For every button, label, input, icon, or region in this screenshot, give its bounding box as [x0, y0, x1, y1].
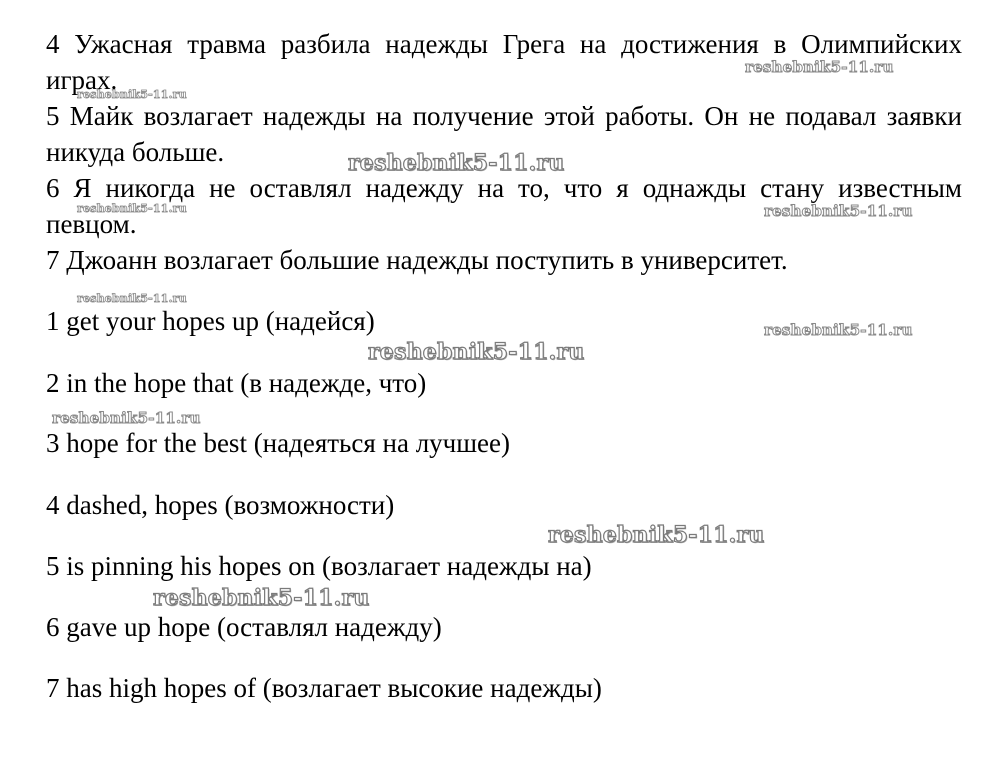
answer-3: 3 hope for the best (надеяться на лучшее) [46, 428, 511, 458]
translation-4: 4 Ужасная травма разбила надежды Грега на достижения в Олимпийских играх. [46, 29, 962, 95]
watermark: reshebnik5-11.ru [368, 339, 585, 365]
answer-5: 5 is pinning his hopes on (возлагает надежды на) [46, 551, 592, 581]
watermark: reshebnik5-11.ru [77, 292, 187, 305]
watermark: reshebnik5-11.ru [153, 585, 370, 611]
watermark: reshebnik5-11.ru [77, 202, 187, 215]
translation-6: 6 Я никогда не оставлял надежду на то, что я однажды стану известным певцом. [46, 173, 962, 239]
answer-7: 7 has high hopes of (возлагает высокие надежды) [46, 673, 602, 703]
watermark: reshebnik5-11.ru [348, 150, 565, 176]
answer-1: 1 get your hopes up (надейся) [46, 306, 375, 336]
answer-2: 2 in the hope that (в надежде, что) [46, 368, 427, 398]
watermark: reshebnik5-11.ru [764, 202, 913, 220]
translation-7: 7 Джоанн возлагает большие надежды поступить в университет. [46, 245, 788, 275]
watermark: reshebnik5-11.ru [764, 321, 913, 339]
answer-6: 6 gave up hope (оставлял надежду) [46, 612, 442, 642]
watermark: reshebnik5-11.ru [77, 88, 187, 101]
watermark: reshebnik5-11.ru [745, 58, 894, 76]
answer-4: 4 dashed, hopes (возможности) [46, 490, 395, 520]
watermark: reshebnik5-11.ru [548, 522, 765, 548]
translation-5: 5 Майк возлагает надежды на получение этой работы. Он не подавал заявки никуда больше. [46, 101, 962, 167]
watermark: reshebnik5-11.ru [52, 409, 201, 427]
